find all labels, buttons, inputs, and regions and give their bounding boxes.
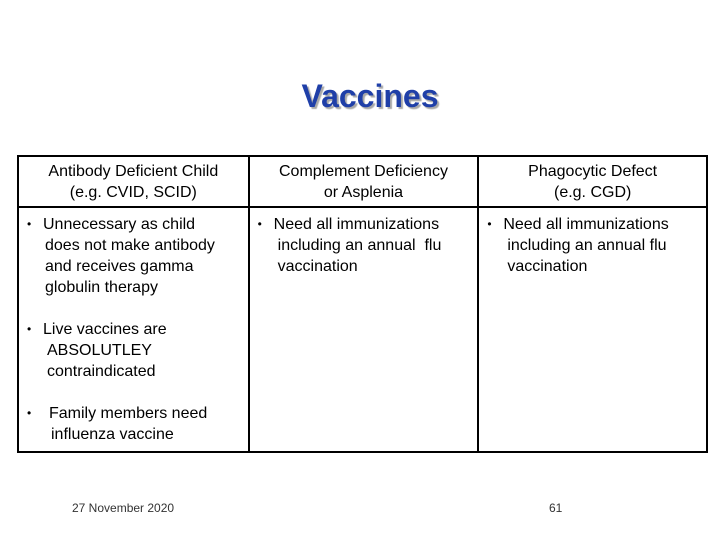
bullet-line: Need all immunizations <box>503 216 669 233</box>
body-cell-antibody <box>18 207 249 452</box>
slide-title: Vaccines <box>301 78 439 114</box>
header-cell-complement <box>249 156 479 207</box>
table-header-row <box>18 156 707 207</box>
bullet-line: contraindicated <box>47 363 156 380</box>
bullet-marker: • <box>27 406 32 420</box>
bullet-line: Unnecessary as child <box>43 216 196 233</box>
list-item <box>27 214 244 298</box>
list-item <box>27 403 244 445</box>
bullet-marker: • <box>487 217 492 231</box>
bullet-line: does not make antibody <box>45 237 215 254</box>
bullet-line: Live vaccines are <box>43 321 167 338</box>
bullet-line: vaccination <box>507 258 588 275</box>
header-line: (e.g. CGD) <box>553 183 632 201</box>
bullet-marker: • <box>27 322 32 336</box>
header-cell-phagocytic <box>478 156 707 207</box>
list-item <box>258 214 474 277</box>
header-line: (e.g. CVID, SCID) <box>69 183 197 201</box>
bullet-line: Family members need <box>49 405 208 422</box>
list-item <box>27 319 244 382</box>
bullet-line: influenza vaccine <box>51 426 174 443</box>
vaccines-table <box>17 155 708 453</box>
bullet-marker: • <box>27 217 32 231</box>
list-item <box>487 214 702 277</box>
bullet-line: globulin therapy <box>45 279 158 296</box>
bullet-line: including an annual flu <box>507 237 667 254</box>
bullet-line: vaccination <box>277 258 358 275</box>
body-cell-complement <box>249 207 479 452</box>
table-body-row <box>18 207 707 452</box>
footer-date: 27 November 2020 <box>72 501 175 515</box>
header-line: Antibody Deficient Child <box>48 162 219 180</box>
header-cell-antibody <box>18 156 249 207</box>
header-line: Phagocytic Defect <box>528 162 658 180</box>
bullet-line: Need all immunizations <box>273 216 440 233</box>
bullet-marker: • <box>257 217 262 231</box>
bullet-line: and receives gamma <box>45 258 194 275</box>
header-line: Complement Deficiency <box>279 162 448 180</box>
body-cell-phagocytic <box>478 207 707 452</box>
page-number: 61 <box>549 501 563 515</box>
bullet-line: ABSOLUTLEY <box>47 342 152 359</box>
bullet-line: including an annual flu <box>277 237 442 254</box>
header-line: or Asplenia <box>323 183 404 201</box>
